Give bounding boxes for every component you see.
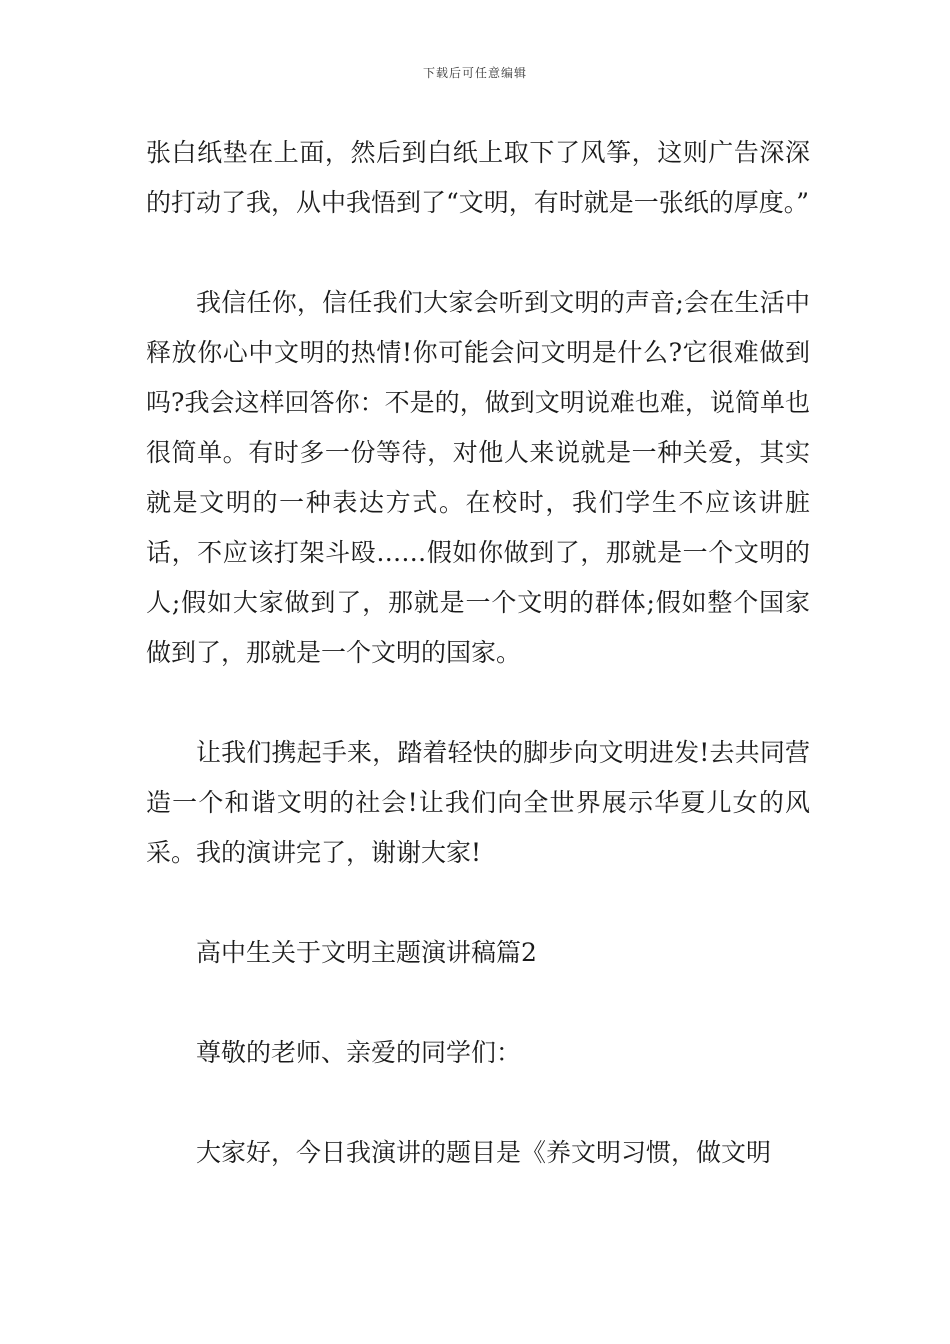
document-body	[146, 128, 810, 1178]
paragraph-continued: 张白纸垫在上面，然后到白纸上取下了风筝，这则广告深深的打动了我，从中我悟到了“文明，有时就是一张纸的厚度。”	[146, 138, 810, 217]
paragraph-gap	[146, 878, 810, 928]
salutation: 尊敬的老师、亲爱的同学们：	[196, 1038, 522, 1067]
paragraph-gap	[146, 228, 810, 278]
paragraph-gap	[146, 678, 810, 728]
paragraph-gap	[146, 1078, 810, 1128]
paragraph-closing: 让我们携起手来，踏着轻快的脚步向文明进发!去共同营造一个和谐文明的社会!让我们向全世界展示华夏儿女的风采。我的演讲完了，谢谢大家!	[146, 738, 810, 867]
paragraph-gap	[146, 978, 810, 1028]
paragraph-greeting: 大家好，今日我演讲的题目是《养文明习惯，做文明	[196, 1138, 772, 1167]
page-header-note: 下载后可任意编辑	[422, 66, 527, 80]
paragraph-trust-civilization: 我信任你，信任我们大家会听到文明的声音;会在生活中释放你心中文明的热情!你可能会问文明是什么?它很难做到吗?我会这样回答你：不是的，做到文明说难也难，说简单也很简单。有时多一份等待，对他人来说就是一种关爱，其实就是文明的一种表达方式。在校时，我们学生不应该讲脏话，不应该打架斗殴……假如你做到了，那就是一个文明的人;假如大家做到了，那就是一个文明的群体;假如整个国家做到了，那就是一个文明的国家。	[146, 288, 810, 667]
section-title: 高中生关于文明主题演讲稿篇2	[196, 938, 537, 967]
